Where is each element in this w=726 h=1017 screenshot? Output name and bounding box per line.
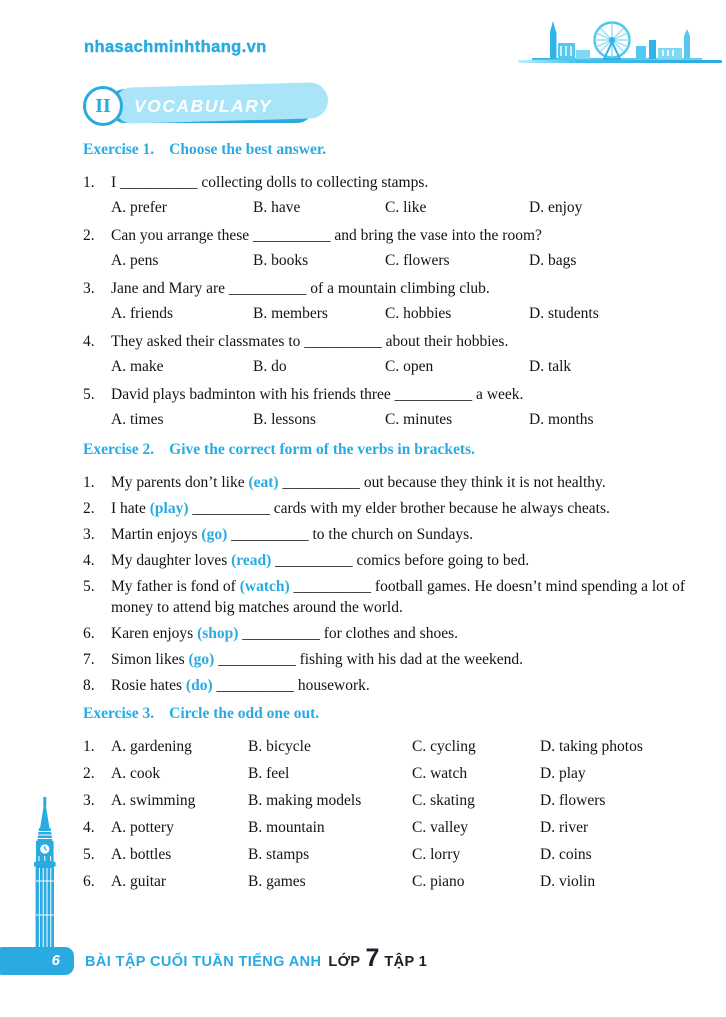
sentence-pre: My father is fond of [111,578,240,595]
sentence-post: __________ fishing with his dad at the weekend. [214,651,524,668]
question-stem-row [83,278,696,299]
question-stem-row [83,172,696,193]
option-a: A. guitar [111,873,167,890]
section-title: VOCABULARY [134,96,273,116]
option-d: D. months [529,411,594,428]
options-row [111,197,696,218]
question-stem-row [83,331,696,352]
item-sentence [111,576,696,618]
option-d: D. flowers [540,792,606,809]
odd-one-out-row [83,790,696,811]
item-number: 1. [83,474,95,491]
option-d: D. play [540,765,586,782]
sentence-pre: Karen enjoys [111,625,198,642]
options-row [111,250,696,271]
question-number: 5. [83,386,95,403]
option-a: A. bottles [111,846,172,863]
option-c: C. open [385,358,434,375]
option-a: A. make [111,358,164,375]
item-sentence [111,472,696,493]
item-sentence [111,524,696,545]
item-sentence [111,623,696,644]
odd-one-out-row [83,844,696,865]
odd-one-out-row [83,736,696,757]
option-c: C. minutes [385,411,453,428]
option-b: B. lessons [253,411,316,428]
exercise2-item-list [83,472,696,696]
option-b: B. games [248,873,306,890]
option-b: B. bicycle [248,738,311,755]
big-ben-tower-icon [26,797,64,949]
exercise3-row-list [83,736,696,892]
option-c: C. flowers [385,252,450,269]
item-sentence [111,550,696,571]
sentence-pre: Simon likes [111,651,189,668]
question-stem: They asked their classmates to __________ about their hobbies. [111,333,509,350]
exercise3-heading [83,705,696,723]
question-stem-row [83,384,696,405]
option-c: C. hobbies [385,305,452,322]
sentence-pre: I hate [111,500,150,517]
question-stem: Can you arrange these __________ and bring the vase into the room? [111,227,542,244]
sentence-pre: My daughter loves [111,552,232,569]
fill-in-item [83,675,696,696]
sentence-post: __________ to the church on Sundays. [227,526,474,543]
sentence-post: __________ housework. [212,677,370,694]
row-number: 2. [83,765,95,782]
exercise3-label: Exercise 3. [83,705,155,722]
option-c: C. watch [412,765,468,782]
item-number: 5. [83,578,95,595]
mcq-question [83,384,696,430]
odd-one-out-row [83,817,696,838]
footer-book-title [85,944,427,978]
row-number: 4. [83,819,95,836]
sentence-post: __________ out because they think it is not healthy. [278,474,606,491]
sentence-post: __________ for clothes and shoes. [238,625,459,642]
verb-in-brackets: (go) [201,526,228,543]
option-a: A. prefer [111,199,167,216]
verb-in-brackets: (shop) [197,625,239,642]
option-d: D. bags [529,252,577,269]
question-stem: Jane and Mary are __________ of a mountain climbing club. [111,280,490,297]
item-number: 6. [83,625,95,642]
option-d: D. talk [529,358,572,375]
fill-in-item [83,649,696,670]
question-stem-row [83,225,696,246]
option-b: B. have [253,199,301,216]
verb-in-brackets: (do) [185,677,213,694]
option-d: D. enjoy [529,199,583,216]
option-c: C. skating [412,792,475,809]
option-a: A. cook [111,765,161,782]
item-sentence [111,649,696,670]
page-content [83,141,696,898]
option-d: D. students [529,305,599,322]
option-c: C. piano [412,873,465,890]
london-skyline-icon [512,16,702,63]
odd-one-out-row [83,871,696,892]
row-number: 3. [83,792,95,809]
section-header [83,86,314,126]
section-numeral-badge [83,86,123,126]
sentence-pre: My parents don’t like [111,474,249,491]
question-number: 4. [83,333,95,350]
section-numeral: II [95,94,111,117]
options-row [111,356,696,377]
page-number-badge [0,947,74,975]
option-b: B. do [253,358,287,375]
question-stem: I __________ collecting dolls to collecting stamps. [111,174,429,191]
fill-in-item [83,524,696,545]
footer-grade-label: LỚP [328,954,361,970]
option-b: B. members [253,305,328,322]
exercise2-label: Exercise 2. [83,441,155,458]
option-c: C. lorry [412,846,461,863]
question-stem: David plays badminton with his friends three __________ a week. [111,386,524,403]
header-divider [518,60,722,63]
options-row [111,409,696,430]
question-number: 3. [83,280,95,297]
exercise3-title: Circle the odd one out. [169,705,320,722]
exercise2-title: Give the correct form of the verbs in brackets. [169,441,475,458]
fill-in-item [83,472,696,493]
site-logo: nhasachminhthang.vn [84,38,267,56]
verb-in-brackets: (eat) [248,474,279,491]
footer-volume-label: TẬP 1 [384,954,428,970]
option-b: B. feel [248,765,290,782]
page-number: 6 [51,952,60,969]
option-b: B. stamps [248,846,310,863]
option-a: A. pottery [111,819,174,836]
option-b: B. mountain [248,819,325,836]
option-b: B. making models [248,792,362,809]
row-number: 5. [83,846,95,863]
option-d: D. violin [540,873,596,890]
item-number: 3. [83,526,95,543]
sentence-post: __________ cards with my elder brother because he always cheats. [188,500,610,517]
fill-in-item [83,550,696,571]
fill-in-item [83,576,696,618]
option-a: A. times [111,411,164,428]
item-number: 2. [83,500,95,517]
sentence-post: __________ comics before going to bed. [271,552,530,569]
question-number: 2. [83,227,95,244]
row-number: 1. [83,738,95,755]
exercise1-title: Choose the best answer. [169,141,327,158]
option-b: B. books [253,252,309,269]
option-a: A. pens [111,252,159,269]
fill-in-item [83,498,696,519]
option-a: A. friends [111,305,173,322]
verb-in-brackets: (play) [149,500,189,517]
option-c: C. cycling [412,738,476,755]
section-title-pill [108,89,314,123]
option-d: D. river [540,819,589,836]
exercise1-label: Exercise 1. [83,141,155,158]
verb-in-brackets: (go) [188,651,215,668]
item-sentence [111,498,696,519]
option-d: D. taking photos [540,738,643,755]
exercise2-heading [83,441,696,459]
option-a: A. gardening [111,738,192,755]
item-number: 8. [83,677,95,694]
footer-title-main: BÀI TẬP CUỐI TUẦN TIẾNG ANH [85,954,322,970]
row-number: 6. [83,873,95,890]
verb-in-brackets: (watch) [239,578,290,595]
options-row [111,303,696,324]
item-sentence [111,675,696,696]
odd-one-out-row [83,763,696,784]
option-d: D. coins [540,846,592,863]
mcq-question [83,278,696,324]
option-a: A. swimming [111,792,196,809]
mcq-question [83,172,696,218]
mcq-question [83,225,696,271]
exercise1-question-list [83,172,696,430]
question-number: 1. [83,174,95,191]
sentence-post: __________ football games. He doesn’t mind spending a lot of money to attend big matches around the world. [111,578,685,616]
sentence-pre: Martin enjoys [111,526,202,543]
footer-grade-number: 7 [365,944,380,972]
exercise1-heading [83,141,696,159]
option-c: C. like [385,199,427,216]
sentence-pre: Rosie hates [111,677,186,694]
option-c: C. valley [412,819,468,836]
item-number: 7. [83,651,95,668]
verb-in-brackets: (read) [231,552,272,569]
fill-in-item [83,623,696,644]
item-number: 4. [83,552,95,569]
mcq-question [83,331,696,377]
